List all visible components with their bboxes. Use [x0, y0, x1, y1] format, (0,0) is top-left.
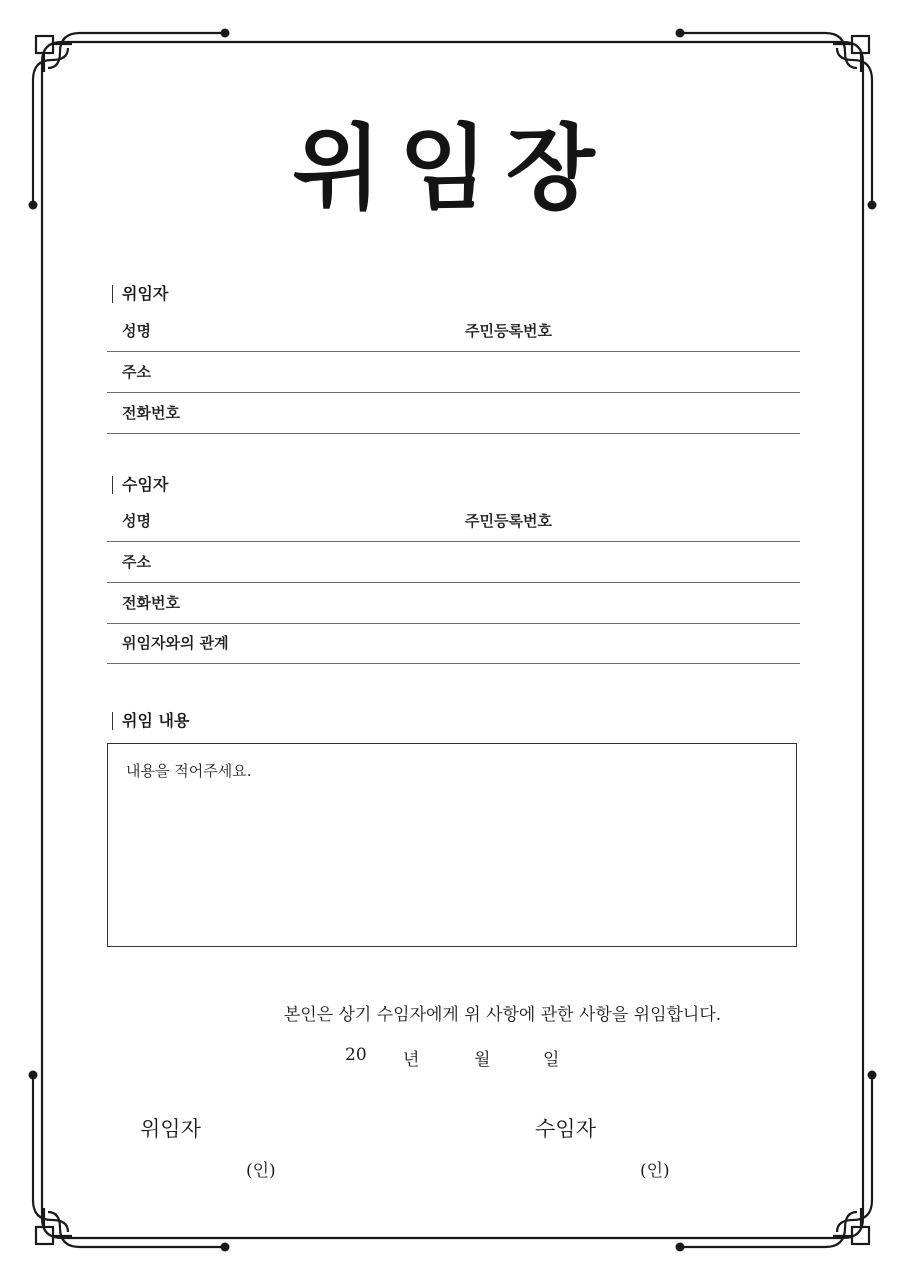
delegator-name-label: 성명: [122, 322, 151, 340]
delegator-phone-row[interactable]: [107, 393, 800, 434]
date-year-label: 년: [403, 1050, 420, 1070]
document-title: 위임장: [292, 115, 613, 222]
delegate-relation-label: 위임자와의 관계: [122, 634, 229, 652]
delegation-statement: 본인은 상기 수임자에게 위 사항에 관한 사항을 위임합니다.: [283, 1005, 722, 1025]
delegate-signature-label: 수임자: [535, 1117, 596, 1141]
content-placeholder: 내용을 적어주세요.: [126, 762, 252, 780]
delegate-section-heading: 수임자: [112, 476, 168, 494]
delegate-name-label: 성명: [122, 512, 151, 530]
content-section-heading: 위임 내용: [112, 712, 189, 730]
date-day-label: 일: [543, 1050, 560, 1070]
delegate-relation-row[interactable]: [107, 623, 800, 664]
delegator-section-heading: 위임자: [112, 285, 168, 303]
delegate-phone-row[interactable]: [107, 583, 800, 624]
delegate-address-row[interactable]: [107, 542, 800, 583]
date-month-label: 월: [474, 1050, 491, 1070]
delegate-id-label: 주민등록번호: [465, 512, 552, 530]
delegator-name-row[interactable]: [107, 311, 800, 352]
date-year-prefix: 20: [345, 1045, 367, 1065]
delegation-content-box[interactable]: [107, 743, 797, 947]
delegator-address-label: 주소: [122, 363, 151, 381]
delegator-signature-label: 위임자: [140, 1117, 201, 1141]
delegate-seal[interactable]: (인): [640, 1161, 670, 1181]
delegate-phone-label: 전화번호: [122, 594, 180, 612]
delegator-id-label: 주민등록번호: [465, 322, 552, 340]
delegate-address-label: 주소: [122, 553, 151, 571]
delegator-address-row[interactable]: [107, 352, 800, 393]
delegator-phone-label: 전화번호: [122, 404, 180, 422]
delegate-name-row[interactable]: [107, 501, 800, 542]
delegator-seal[interactable]: (인): [246, 1161, 276, 1181]
